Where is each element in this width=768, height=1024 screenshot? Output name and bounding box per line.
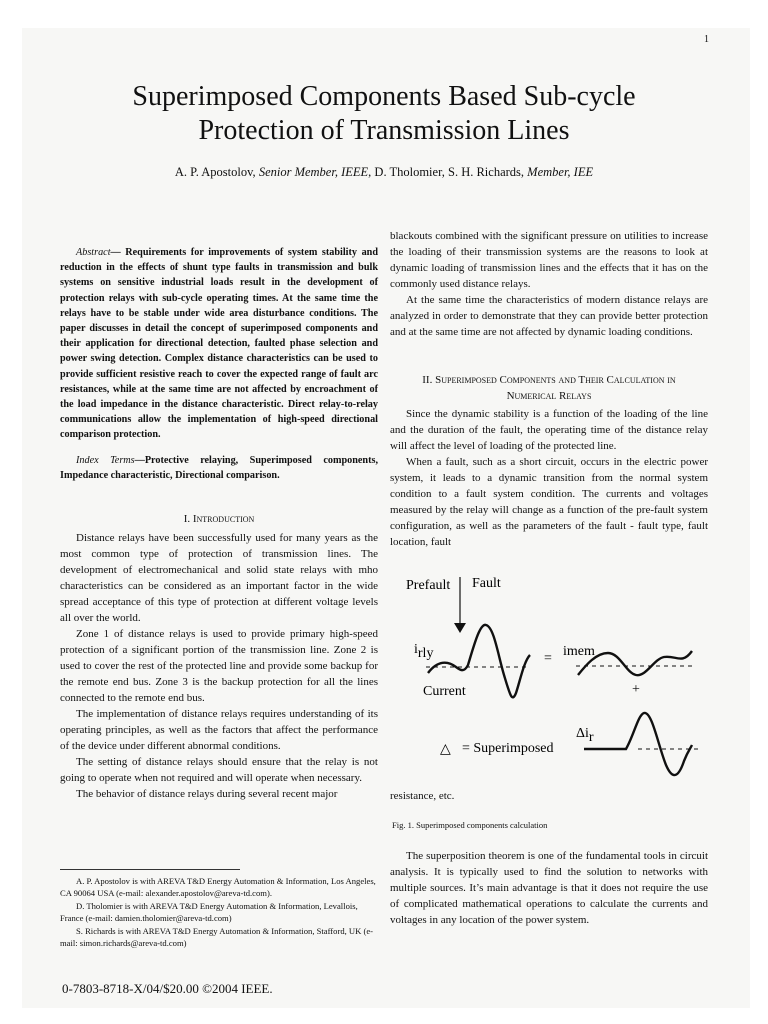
figure-caption: Fig. 1. Superimposed components calculation bbox=[392, 820, 548, 830]
author-name-2: , D. Tholomier, S. H. Richards, bbox=[368, 165, 528, 179]
section-heading-1: I. Introduction bbox=[183, 513, 255, 525]
intro-paragraph: The implementation of distance relays requires understanding of its operating principles, as well as the factors that affect the performance of the device under different abnormal conditions. bbox=[60, 708, 378, 752]
svg-text:Δir bbox=[576, 726, 594, 745]
isbn-copyright: 0-7803-8718-X/04/$20.00 ©2004 IEEE. bbox=[62, 981, 273, 996]
intro-paragraph: The behavior of distance relays during several recent major bbox=[76, 788, 338, 800]
index-terms-text: —Protective relaying, Superimposed components, Impedance characteristic, Directional comparison. bbox=[60, 455, 378, 482]
body-paragraph: When a fault, such as a short circuit, occurs in the electric power system, it leads to a dynamic transition from the normal system condition to a fault system condition. The currents and voltages measured by the relay will change as a function of the pre-fault system configuration, as well as the parameters of the fault - fault type, fault location, fault bbox=[390, 456, 708, 548]
author-name-1: A. P. Apostolov, bbox=[174, 165, 259, 179]
body-paragraph: Since the dynamic stability is a function of the loading of the line and the duration of the fault, the operating time of the distance relay will affect the level of loading of the protected line. bbox=[390, 408, 708, 452]
delta-i-symbol: Δi bbox=[576, 726, 589, 741]
right-column-intro bbox=[390, 228, 708, 340]
equals-sign: = bbox=[544, 651, 552, 666]
abstract-label: Abstract bbox=[76, 247, 111, 258]
intro-paragraph: Distance relays have been successfully used for many years as the most common type of protection of transmission lines. The development of electromechanical and solid state relays with mho characteristics can be considered as an important factor in the wide spread acceptance of this type of protection at different voltage levels all over the world. bbox=[60, 532, 378, 624]
author-role-2: Member, IEE bbox=[527, 165, 594, 179]
intro-body bbox=[60, 530, 378, 802]
footnote: A. P. Apostolov is with AREVA T&D Energy Automation & Information, Los Angeles, CA 90064 USA (e-mail: alexander.apostolov@areva-td.com). bbox=[60, 876, 376, 899]
i-rly-subscript: rly bbox=[417, 646, 434, 661]
title-line-2: Protection of Transmission Lines bbox=[198, 115, 570, 146]
author-line bbox=[0, 165, 768, 180]
body-paragraph: The superposition theorem is one of the fundamental tools in circuit analysis. It is typically used to find the solution to networks with multiple sources. It’s main advantage is that it does not require the use of complicated mathematical operations to calculate the currents and voltages in any location of the power system. bbox=[390, 850, 708, 926]
fault-label: Fault bbox=[472, 576, 501, 591]
body-paragraph: At the same time the characteristics of modern distance relays are analyzed in order to demonstrate that they can provide better protection and at the same time are not affected by dynamic loading conditions. bbox=[390, 294, 708, 338]
prefault-label: Prefault bbox=[406, 578, 451, 593]
section-2-body bbox=[390, 406, 708, 550]
current-label: Current bbox=[423, 684, 466, 699]
i-mem-symbol: i bbox=[563, 644, 567, 659]
superimposed-label: = Superimposed bbox=[462, 741, 554, 756]
final-paragraph bbox=[390, 848, 708, 928]
author-role-1: Senior Member, IEEE bbox=[258, 165, 369, 179]
index-terms-label: Index Terms bbox=[76, 455, 135, 466]
footnote: D. Tholomier is with AREVA T&D Energy Automation & Information, Levallois, France (e-mail: damien.tholomier@areva-td.com) bbox=[60, 900, 358, 924]
superimposed-components-figure bbox=[390, 565, 710, 790]
abstract-text: — Requirements for improvements of system stability and reduction in the effects of shunt type faults in transmission and bulk systems on sensitive industrial loads result in the development of protection relays with sub-cycle operating times. At the same time the relays have to be stable under wide area disturbance conditions. The paper discusses in detail the concept of superimposed components and their application for directional detection, faulted phase selection and power swing detection. Complex distance characteristics can be used to provide sufficient resistive reach to cover the expected range of fault arc resistances, while at the same time are not affected by encroachment of the load impedance in the distance characteristic. Direct relay-to-relay communications allow the implementation of high-speed directional comparison protection. bbox=[60, 247, 378, 441]
footnote-rule bbox=[60, 869, 240, 870]
abstract bbox=[60, 245, 378, 443]
section-heading-2: II. Superimposed Components and Their Calculation in Numerical Relays bbox=[422, 374, 676, 402]
fault-arrow-head bbox=[454, 623, 466, 633]
plus-sign: + bbox=[632, 682, 640, 697]
footnotes bbox=[60, 875, 378, 949]
after-figure-text: resistance, etc. bbox=[390, 790, 455, 802]
delta-i-subscript: r bbox=[588, 730, 594, 745]
delta-icon: △ bbox=[440, 742, 451, 757]
i-mem-waveform bbox=[578, 651, 692, 675]
delta-waveform bbox=[584, 713, 692, 775]
intro-paragraph: Zone 1 of distance relays is used to provide primary high-speed protection of a significant portion of the transmission line. Zone 2 is used to cover the rest of the protected line and provide some backup for the remote end bus. Zone 3 is the backup protection for all the lines connected to the remote end bus. bbox=[60, 628, 378, 704]
i-rly-symbol: i bbox=[414, 642, 418, 657]
footnote: S. Richards is with AREVA T&D Energy Automation & Information, Stafford, UK (e-mail: simon.richards@areva-td.com) bbox=[60, 925, 374, 949]
svg-text:imem bbox=[563, 644, 595, 659]
i-mem-subscript: mem bbox=[566, 644, 595, 659]
body-paragraph: blackouts combined with the significant pressure on utilities to increase the loading of their transmission systems are the reasons to look at dynamic loading of transmission lines and the effects that it has on the commonly used distance relays. bbox=[390, 230, 708, 290]
svg-text:irly bbox=[414, 642, 433, 661]
intro-paragraph: The setting of distance relays should ensure that the relay is not going to operate when not required and will operate when necessary. bbox=[60, 756, 378, 784]
paper-title bbox=[0, 80, 768, 148]
index-terms bbox=[60, 453, 378, 483]
title-line-1: Superimposed Components Based Sub-cycle bbox=[132, 81, 636, 112]
page-number: 1 bbox=[704, 34, 709, 45]
